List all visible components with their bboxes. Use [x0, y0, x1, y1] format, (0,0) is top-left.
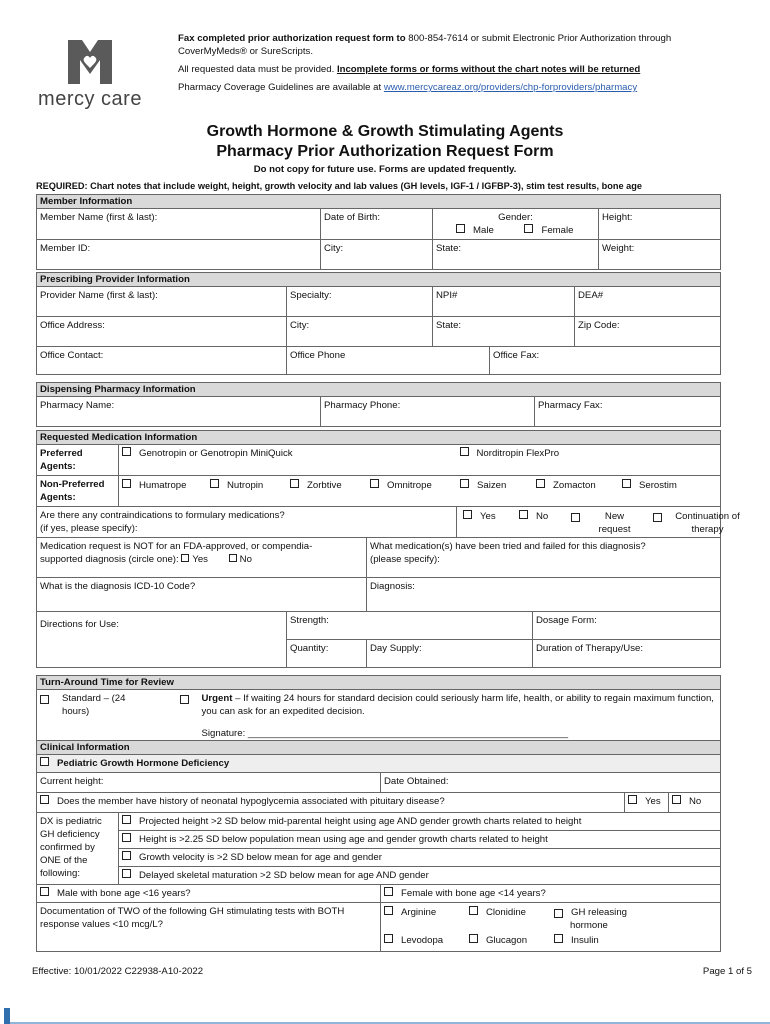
gender-label: Gender:: [498, 212, 533, 223]
dx-label-2: Height is >2.25 SD below population mean using age and gender growth charts related to height: [139, 834, 548, 845]
option-label: Omnitrope: [387, 480, 432, 491]
required-documents: REQUIRED: Chart notes that include weight, height, growth velocity and lab values (GH levels, IGF-1 / IGFBP-3), stim test results, bone age: [36, 181, 642, 191]
levodopa-option[interactable]: [384, 934, 443, 947]
directions-field[interactable]: Directions for Use:: [37, 612, 287, 668]
contraindications-question: [37, 507, 457, 538]
duration-field[interactable]: Duration of Therapy/Use:: [533, 640, 721, 668]
urgent-checkbox[interactable]: [180, 695, 189, 704]
fax-rest: 800-854-7614 or submit Electronic Prior Authorization through: [408, 33, 672, 44]
standard-option[interactable]: [37, 690, 177, 743]
female-label: Female: [541, 225, 574, 236]
signature-line[interactable]: Signature: ____________________________________________________________: [201, 728, 569, 739]
turnaround-section-header: Turn-Around Time for Review: [37, 676, 721, 690]
checkbox[interactable]: [122, 447, 131, 456]
contra-q1: Are there any contraindications to formulary medications?: [40, 510, 285, 521]
standard-label: Standard – (24 hours): [62, 693, 126, 717]
male-checkbox[interactable]: [456, 224, 465, 233]
turnaround-table: [36, 675, 721, 743]
quantity-field[interactable]: Quantity:: [287, 640, 367, 668]
member-name-field[interactable]: Member Name (first & last):: [37, 209, 321, 240]
required-bold: Incomplete forms or forms without the chart notes will be returned: [336, 64, 641, 75]
continuation-option[interactable]: [653, 510, 745, 536]
arginine-option[interactable]: [384, 906, 436, 919]
fda-q1: Medication request is NOT for an FDA-approved, or compendia-: [40, 541, 313, 552]
hypoglycemia-question: [37, 793, 625, 813]
option-label: Arginine: [401, 907, 437, 918]
clinical-table: [36, 740, 721, 952]
male-label: Male: [473, 225, 494, 236]
nutropin-option[interactable]: [210, 479, 263, 492]
hypoglycemia-label: Does the member have history of neonatal hypoglycemia associated with pituitary disease?: [57, 796, 445, 807]
option-label: Clonidine: [486, 907, 527, 918]
checkbox[interactable]: [40, 795, 49, 804]
dx-label-1: Projected height >2 SD below mid-parental height using age AND gender growth charts related to height: [139, 816, 582, 827]
preferred-label: Preferred Agents:: [37, 445, 119, 476]
option-label: Zomacton: [553, 480, 596, 491]
office-phone-field[interactable]: Office Phone: [287, 347, 490, 375]
pediatric-ghd-option[interactable]: [37, 755, 721, 773]
weight-field[interactable]: Weight:: [599, 240, 721, 270]
fax-instructions: [178, 32, 738, 58]
option-label: Norditropin FlexPro: [476, 448, 560, 459]
bottom-bar: [0, 1004, 770, 1024]
medication-table: [36, 430, 740, 668]
option-label: Insulin: [571, 935, 599, 946]
stim-tests-options: [381, 903, 721, 952]
dx-option-4[interactable]: [119, 867, 721, 885]
form-title-line1: Growth Hormone & Growth Stimulating Agents: [206, 123, 564, 140]
required-notice: [178, 63, 738, 76]
hypoglycemia-yes[interactable]: [625, 793, 669, 813]
fda-no-checkbox[interactable]: [229, 554, 237, 562]
fda-yes-label: Yes: [192, 554, 208, 565]
strength-field[interactable]: Strength:: [287, 612, 533, 640]
zomacton-option[interactable]: [536, 479, 596, 492]
standard-checkbox[interactable]: [40, 695, 49, 704]
option-label: Genotropin or Genotropin MiniQuick: [139, 448, 293, 459]
dx-option-2[interactable]: [119, 831, 721, 849]
npi-field[interactable]: NPI#: [433, 287, 575, 317]
nonpreferred-label: Non-Preferred Agents:: [37, 476, 119, 507]
guidelines-link[interactable]: www.mercycareaz.org/providers/chp-forproviders/pharmacy: [383, 82, 638, 93]
office-fax-field[interactable]: Office Fax:: [490, 347, 721, 375]
fda-question: [37, 538, 367, 578]
dx-option-3[interactable]: [119, 849, 721, 867]
preferred-option-1[interactable]: [119, 445, 457, 476]
pharmacy-section-header: Dispensing Pharmacy Information: [37, 383, 721, 397]
no-label: No: [536, 511, 549, 522]
member-city-field[interactable]: City:: [321, 240, 433, 270]
male-bone-age-option[interactable]: [37, 885, 381, 903]
contraindications-answers: [457, 507, 740, 538]
option-label: Nutropin: [227, 480, 264, 491]
option-label: Glucagon: [486, 935, 528, 946]
required-plain: All requested data must be provided.: [178, 64, 335, 75]
option-label: GH releasing hormone: [570, 907, 627, 931]
male-bone-age-label: Male with bone age <16 years?: [57, 888, 191, 899]
tried-q2: (please specify):: [370, 554, 440, 565]
tried-failed-field[interactable]: [367, 538, 721, 578]
clonidine-option[interactable]: [469, 906, 526, 919]
fda-no-label: No: [239, 554, 252, 565]
office-city-field[interactable]: City:: [287, 317, 433, 347]
urgent-option[interactable]: [177, 690, 721, 743]
fda-yes-checkbox[interactable]: [181, 554, 189, 562]
female-checkbox[interactable]: [524, 224, 533, 233]
prescriber-table: [36, 272, 721, 375]
fax-bold: Fax completed prior authorization request form to: [178, 33, 406, 44]
member-id-field[interactable]: Member ID:: [37, 240, 321, 270]
diagnosis-field[interactable]: Diagnosis:: [367, 578, 721, 612]
office-state-field[interactable]: State:: [433, 317, 575, 347]
contra-q2: (if yes, please specify):: [40, 523, 138, 534]
new-request-label: New request: [598, 511, 631, 535]
yes-label: Yes: [645, 796, 661, 807]
member-section-header: Member Information: [37, 195, 721, 209]
zip-field[interactable]: Zip Code:: [575, 317, 721, 347]
logo-text: mercy care: [38, 88, 142, 110]
continuation-label: Continuation of therapy: [675, 511, 740, 535]
saizen-option[interactable]: [460, 479, 506, 492]
option-label: Humatrope: [139, 480, 187, 491]
serostim-option[interactable]: [622, 479, 677, 492]
current-height-field[interactable]: Current height:: [37, 773, 381, 793]
provider-name-field[interactable]: Provider Name (first & last):: [37, 287, 287, 317]
yes-label: Yes: [480, 511, 496, 522]
pharmacy-name-field[interactable]: Pharmacy Name:: [37, 397, 321, 427]
gender-field[interactable]: [433, 209, 599, 240]
dx-option-1[interactable]: [119, 813, 721, 831]
glucagon-option[interactable]: [469, 934, 527, 947]
date-obtained-field[interactable]: Date Obtained:: [381, 773, 721, 793]
specialty-field[interactable]: Specialty:: [287, 287, 433, 317]
dx-label: DX is pediatric GH deficiency confirmed by ONE of the following:: [37, 813, 119, 885]
member-info-table: [36, 194, 721, 270]
option-label: Serostim: [639, 480, 677, 491]
female-bone-age-option[interactable]: [381, 885, 721, 903]
humatrope-option[interactable]: [122, 479, 186, 492]
nonpreferred-options: [119, 476, 721, 507]
office-contact-field[interactable]: Office Contact:: [37, 347, 287, 375]
contra-no[interactable]: [519, 510, 548, 523]
medication-section-header: Requested Medication Information: [37, 431, 721, 445]
tried-q1: What medication(s) have been tried and failed for this diagnosis?: [370, 541, 646, 552]
guidelines-text: Pharmacy Coverage Guidelines are available at: [178, 82, 382, 93]
office-address-field[interactable]: Office Address:: [37, 317, 287, 347]
new-request-option[interactable]: [571, 510, 641, 536]
option-label: Levodopa: [401, 935, 444, 946]
prescriber-section-header: Prescribing Provider Information: [37, 273, 721, 287]
heart-m-icon: [30, 34, 150, 84]
gh-releasing-option[interactable]: [554, 906, 650, 932]
mercy-care-logo: [30, 34, 150, 110]
pharmacy-table: [36, 382, 721, 427]
pediatric-label: Pediatric Growth Hormone Deficiency: [57, 758, 230, 769]
dx-label-3: Growth velocity is >2 SD below mean for age and gender: [139, 852, 382, 863]
dea-field[interactable]: DEA#: [575, 287, 721, 317]
pharmacy-fax-field[interactable]: Pharmacy Fax:: [535, 397, 721, 427]
day-supply-field[interactable]: Day Supply:: [367, 640, 533, 668]
clinical-section-header: Clinical Information: [37, 741, 721, 755]
female-bone-age-label: Female with bone age <14 years?: [401, 888, 546, 899]
hypoglycemia-no[interactable]: [669, 793, 721, 813]
stim-tests-question: Documentation of TWO of the following GH stimulating tests with BOTH response values <10 mcg/L?: [37, 903, 381, 952]
preferred-option-2[interactable]: [457, 445, 721, 476]
fax-line2: CoverMyMeds® or SureScripts.: [178, 46, 314, 57]
no-label: No: [689, 796, 702, 807]
page-number: Page 1 of 5: [702, 966, 752, 977]
member-state-field[interactable]: State:: [433, 240, 599, 270]
dob-field[interactable]: Date of Birth:: [321, 209, 433, 240]
urgent-text: – If waiting 24 hours for standard decision could seriously harm life, health, or ability to regain maximum function, you can ask for an expedited decision.: [201, 693, 714, 717]
contra-yes[interactable]: [463, 510, 496, 523]
insulin-option[interactable]: [554, 934, 599, 947]
form-title-line2: Pharmacy Prior Authorization Request Form: [216, 143, 554, 160]
option-label: Saizen: [477, 480, 507, 491]
effective-date: Effective: 10/01/2022 C22938-A10-2022: [32, 966, 204, 977]
urgent-bold: Urgent: [201, 693, 233, 704]
height-field[interactable]: Height:: [599, 209, 721, 240]
form-note: Do not copy for future use. Forms are updated frequently.: [253, 164, 517, 175]
checkbox[interactable]: [40, 757, 49, 766]
checkbox[interactable]: [460, 447, 469, 456]
guidelines-line: [178, 81, 738, 94]
option-label: Zorbtive: [307, 480, 342, 491]
icd-field[interactable]: What is the diagnosis ICD-10 Code?: [37, 578, 367, 612]
dosage-form-field[interactable]: Dosage Form:: [533, 612, 721, 640]
fda-q2: supported diagnosis (circle one):: [40, 554, 179, 565]
zorbtive-option[interactable]: [290, 479, 342, 492]
omnitrope-option[interactable]: [370, 479, 432, 492]
pharmacy-phone-field[interactable]: Pharmacy Phone:: [321, 397, 535, 427]
dx-label-4: Delayed skeletal maturation >2 SD below mean for age AND gender: [139, 870, 429, 881]
